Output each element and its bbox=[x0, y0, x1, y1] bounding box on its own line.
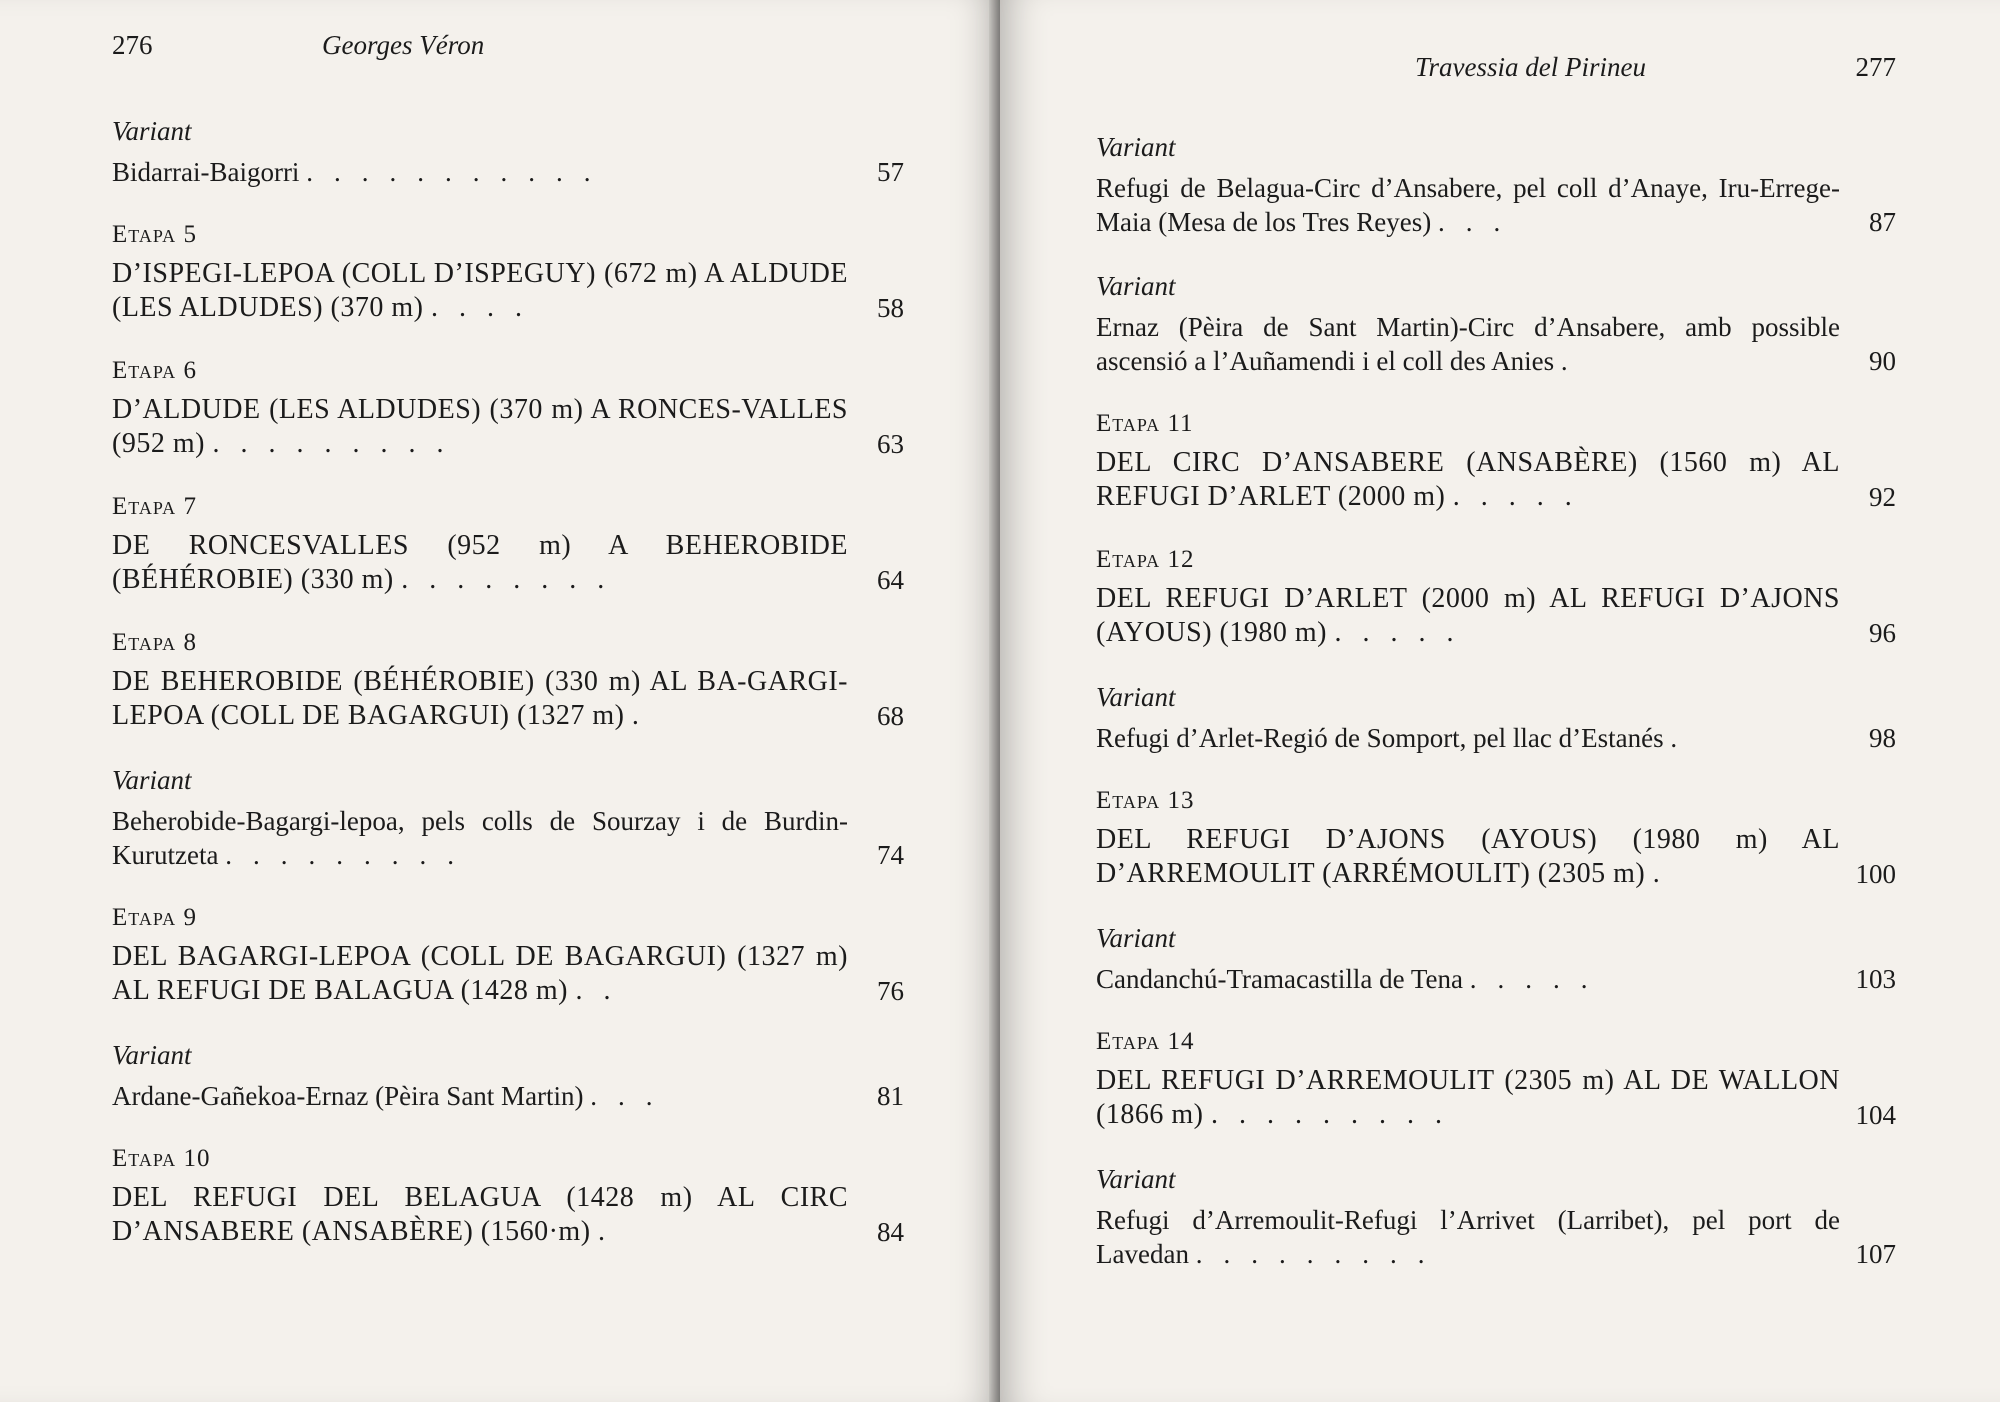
entry-title-text: Candanchú-Tramacastilla de Tena bbox=[1096, 964, 1463, 994]
etapa-number: 10 bbox=[183, 1145, 211, 1172]
entry-label-text: Etapa bbox=[112, 629, 177, 656]
toc-entry bbox=[1096, 271, 1896, 378]
entry-row bbox=[1096, 582, 1896, 650]
entry-title-text: Ernaz (Pèira de Sant Martin)-Circ d’Ansabere, amb possible ascensió a l’Auñamendi i el coll des Anies bbox=[1096, 312, 1840, 376]
entry-title-text: Refugi de Belagua-Circ d’Ansabere, pel coll d’Anaye, Iru-Errege-Maia (Mesa de los Tres Reyes) bbox=[1096, 173, 1840, 237]
entry-label-text: Etapa bbox=[1096, 410, 1161, 437]
entry-page-number: 81 bbox=[877, 1081, 904, 1111]
entry-page-number: 57 bbox=[877, 157, 904, 187]
etapa-label bbox=[112, 1145, 904, 1173]
toc-entry bbox=[1096, 546, 1896, 650]
table-of-contents bbox=[112, 116, 904, 1249]
entry-title-text: D’ALDUDE (LES ALDUDES) (370 m) A RONCES-VALLES (952 m) bbox=[112, 394, 848, 459]
page-number: 277 bbox=[1855, 52, 1896, 82]
variant-label bbox=[1096, 923, 1896, 954]
etapa-number: 12 bbox=[1167, 546, 1195, 573]
dot-leader: . bbox=[631, 700, 660, 731]
entry-title bbox=[112, 665, 848, 733]
entry-title bbox=[1096, 582, 1840, 650]
dot-leader: ... bbox=[590, 1081, 674, 1111]
entry-row bbox=[112, 1181, 904, 1249]
entry-row bbox=[1096, 171, 1896, 239]
entry-row bbox=[112, 665, 904, 733]
entry-row bbox=[112, 940, 904, 1008]
toc-entry bbox=[112, 221, 904, 325]
dot-leader: ..... bbox=[1469, 964, 1609, 994]
entry-page-number: 92 bbox=[1869, 482, 1896, 512]
dot-leader: ......... bbox=[225, 840, 475, 870]
author-running-head: Georges Véron bbox=[322, 30, 485, 60]
book-title-running-head: Travessia del Pirineu bbox=[1415, 52, 1646, 82]
toc-entry bbox=[112, 1040, 904, 1113]
variant-label bbox=[1096, 271, 1896, 302]
entry-label-text: Etapa bbox=[112, 357, 177, 384]
dot-leader: ......... bbox=[1210, 1099, 1463, 1130]
toc-entry bbox=[112, 116, 904, 189]
entry-page-number: 63 bbox=[877, 429, 904, 459]
left-running-head bbox=[112, 30, 904, 74]
entry-row bbox=[112, 393, 904, 461]
entry-row bbox=[112, 155, 904, 189]
entry-title bbox=[112, 1181, 848, 1249]
entry-title bbox=[1096, 310, 1840, 378]
entry-title bbox=[112, 1079, 848, 1113]
entry-page-number: 87 bbox=[1869, 207, 1896, 237]
etapa-label bbox=[112, 357, 904, 385]
etapa-label bbox=[1096, 787, 1896, 815]
entry-title-text: DEL BAGARGI-LEPOA (COLL DE BAGARGUI) (1327 m) AL REFUGI DE BALAGUA (1428 m) bbox=[112, 941, 848, 1006]
entry-title bbox=[1096, 1064, 1840, 1132]
entry-title bbox=[1096, 962, 1840, 996]
entry-title-text: DEL REFUGI DEL BELAGUA (1428 m) AL CIRC D’ANSABERE (ANSABÈRE) (1560·m) bbox=[112, 1182, 848, 1247]
entry-label-text: Variant bbox=[1096, 271, 1176, 301]
entry-title-text: D’ISPEGI-LEPOA (COLL D’ISPEGUY) (672 m) A ALDUDE (LES ALDUDES) (370 m) bbox=[112, 258, 848, 323]
entry-label-text: Variant bbox=[112, 116, 192, 146]
etapa-label bbox=[112, 904, 904, 932]
dot-leader: . bbox=[1560, 346, 1589, 376]
variant-label bbox=[112, 765, 904, 796]
entry-title bbox=[112, 155, 848, 189]
entry-title bbox=[112, 804, 848, 872]
dot-leader: ........... bbox=[306, 157, 612, 187]
entry-row bbox=[112, 1079, 904, 1113]
etapa-label bbox=[112, 221, 904, 249]
toc-entry bbox=[112, 493, 904, 597]
etapa-label bbox=[1096, 410, 1896, 438]
entry-title-text: Beherobide-Bagargi-lepoa, pels colls de Sourzay i de Burdin-Kurutzeta bbox=[112, 806, 848, 870]
entry-row bbox=[1096, 1203, 1896, 1271]
entry-row bbox=[1096, 1064, 1896, 1132]
entry-title-text: DEL REFUGI D’ARREMOULIT (2305 m) AL DE WALLON (1866 m) bbox=[1096, 1065, 1840, 1130]
toc-entry bbox=[1096, 682, 1896, 755]
entry-row bbox=[1096, 310, 1896, 378]
variant-label bbox=[112, 1040, 904, 1071]
toc-entry bbox=[112, 629, 904, 733]
entry-page-number: 76 bbox=[877, 976, 904, 1006]
entry-page-number: 68 bbox=[877, 701, 904, 731]
entry-label-text: Etapa bbox=[112, 1145, 177, 1172]
variant-label bbox=[1096, 132, 1896, 163]
entry-label-text: Variant bbox=[1096, 923, 1176, 953]
toc-entry bbox=[1096, 410, 1896, 514]
entry-title bbox=[1096, 171, 1840, 239]
entry-title bbox=[112, 393, 848, 461]
dot-leader: ......... bbox=[212, 428, 465, 459]
entry-page-number: 64 bbox=[877, 565, 904, 595]
toc-entry bbox=[112, 765, 904, 872]
entry-label-text: Etapa bbox=[112, 221, 177, 248]
dot-leader: .. bbox=[575, 975, 632, 1006]
entry-page-number: 104 bbox=[1855, 1100, 1896, 1130]
entry-label-text: Variant bbox=[1096, 1164, 1176, 1194]
entry-label-text: Etapa bbox=[1096, 546, 1161, 573]
entry-title-text: DE RONCESVALLES (952 m) A BEHEROBIDE (BÉHÉROBIE) (330 m) bbox=[112, 530, 848, 595]
table-of-contents bbox=[1096, 132, 1896, 1271]
entry-label-text: Variant bbox=[112, 1040, 192, 1070]
entry-row bbox=[112, 257, 904, 325]
etapa-number: 7 bbox=[183, 493, 197, 520]
toc-entry bbox=[1096, 787, 1896, 891]
entry-title bbox=[1096, 721, 1840, 755]
toc-entry bbox=[112, 1145, 904, 1249]
variant-label bbox=[1096, 1164, 1896, 1195]
entry-label-text: Etapa bbox=[112, 493, 177, 520]
dot-leader: ... bbox=[1437, 207, 1522, 237]
entry-label-text: Variant bbox=[112, 765, 192, 795]
entry-label-text: Etapa bbox=[1096, 1028, 1161, 1055]
right-page bbox=[1000, 0, 2000, 1402]
entry-title bbox=[112, 257, 848, 325]
entry-row bbox=[1096, 962, 1896, 996]
dot-leader: .... bbox=[430, 292, 543, 323]
variant-label bbox=[112, 116, 904, 147]
entry-label-text: Variant bbox=[1096, 682, 1176, 712]
entry-row bbox=[1096, 823, 1896, 891]
entry-page-number: 98 bbox=[1869, 723, 1896, 753]
entry-title-text: DEL REFUGI D’ARLET (2000 m) AL REFUGI D’AJONS (AYOUS) (1980 m) bbox=[1096, 583, 1840, 648]
entry-title bbox=[1096, 446, 1840, 514]
right-running-head bbox=[1096, 52, 1896, 96]
entry-row bbox=[112, 529, 904, 597]
entry-title-text: DE BEHEROBIDE (BÉHÉROBIE) (330 m) AL BA-GARGI-LEPOA (COLL DE BAGARGUI) (1327 m) bbox=[112, 666, 848, 731]
entry-page-number: 74 bbox=[877, 840, 904, 870]
etapa-label bbox=[112, 493, 904, 521]
entry-title-text: Refugi d’Arlet-Regió de Somport, pel llac d’Estanés bbox=[1096, 723, 1664, 753]
entry-label-text: Variant bbox=[1096, 132, 1176, 162]
etapa-number: 11 bbox=[1167, 410, 1194, 437]
etapa-number: 14 bbox=[1167, 1028, 1195, 1055]
entry-title-text: DEL CIRC D’ANSABERE (ANSABÈRE) (1560 m) AL REFUGI D’ARLET (2000 m) bbox=[1096, 447, 1840, 512]
entry-title bbox=[1096, 1203, 1840, 1271]
entry-title bbox=[1096, 823, 1840, 891]
entry-title bbox=[112, 529, 848, 597]
etapa-label bbox=[112, 629, 904, 657]
entry-title-text: Ardane-Gañekoa-Ernaz (Pèira Sant Martin) bbox=[112, 1081, 584, 1111]
page-number: 276 bbox=[112, 30, 153, 60]
dot-leader: ..... bbox=[1452, 481, 1593, 512]
entry-row bbox=[1096, 721, 1896, 755]
dot-leader: ..... bbox=[1334, 617, 1475, 648]
etapa-number: 8 bbox=[183, 629, 197, 656]
entry-page-number: 96 bbox=[1869, 618, 1896, 648]
entry-page-number: 103 bbox=[1855, 964, 1896, 994]
entry-page-number: 84 bbox=[877, 1217, 904, 1247]
toc-entry bbox=[112, 357, 904, 461]
etapa-label bbox=[1096, 546, 1896, 574]
etapa-number: 13 bbox=[1167, 787, 1195, 814]
etapa-number: 6 bbox=[183, 357, 197, 384]
entry-label-text: Etapa bbox=[112, 904, 177, 931]
entry-page-number: 107 bbox=[1855, 1239, 1896, 1269]
entry-page-number: 58 bbox=[877, 293, 904, 323]
entry-title-text: Refugi d’Arremoulit-Refugi l’Arrivet (Larribet), pel port de Lavedan bbox=[1096, 1205, 1840, 1269]
entry-label-text: Etapa bbox=[1096, 787, 1161, 814]
etapa-number: 9 bbox=[183, 904, 197, 931]
entry-page-number: 100 bbox=[1855, 859, 1896, 889]
etapa-label bbox=[1096, 1028, 1896, 1056]
dot-leader: . bbox=[1670, 723, 1699, 753]
entry-title-text: Bidarrai-Baigorri bbox=[112, 157, 300, 187]
dot-leader: . bbox=[1652, 858, 1681, 889]
dot-leader: . bbox=[598, 1216, 627, 1247]
toc-entry bbox=[1096, 1164, 1896, 1271]
dot-leader: ........ bbox=[401, 564, 626, 595]
toc-entry bbox=[1096, 923, 1896, 996]
variant-label bbox=[1096, 682, 1896, 713]
dot-leader: ......... bbox=[1195, 1239, 1446, 1269]
toc-entry bbox=[1096, 132, 1896, 239]
entry-page-number: 90 bbox=[1869, 346, 1896, 376]
toc-entry bbox=[1096, 1028, 1896, 1132]
etapa-number: 5 bbox=[183, 221, 197, 248]
entry-row bbox=[1096, 446, 1896, 514]
toc-entry bbox=[112, 904, 904, 1008]
entry-row bbox=[112, 804, 904, 872]
entry-title bbox=[112, 940, 848, 1008]
entry-title-text: DEL REFUGI D’AJONS (AYOUS) (1980 m) AL D’ARREMOULIT (ARRÉMOULIT) (2305 m) bbox=[1096, 824, 1840, 889]
